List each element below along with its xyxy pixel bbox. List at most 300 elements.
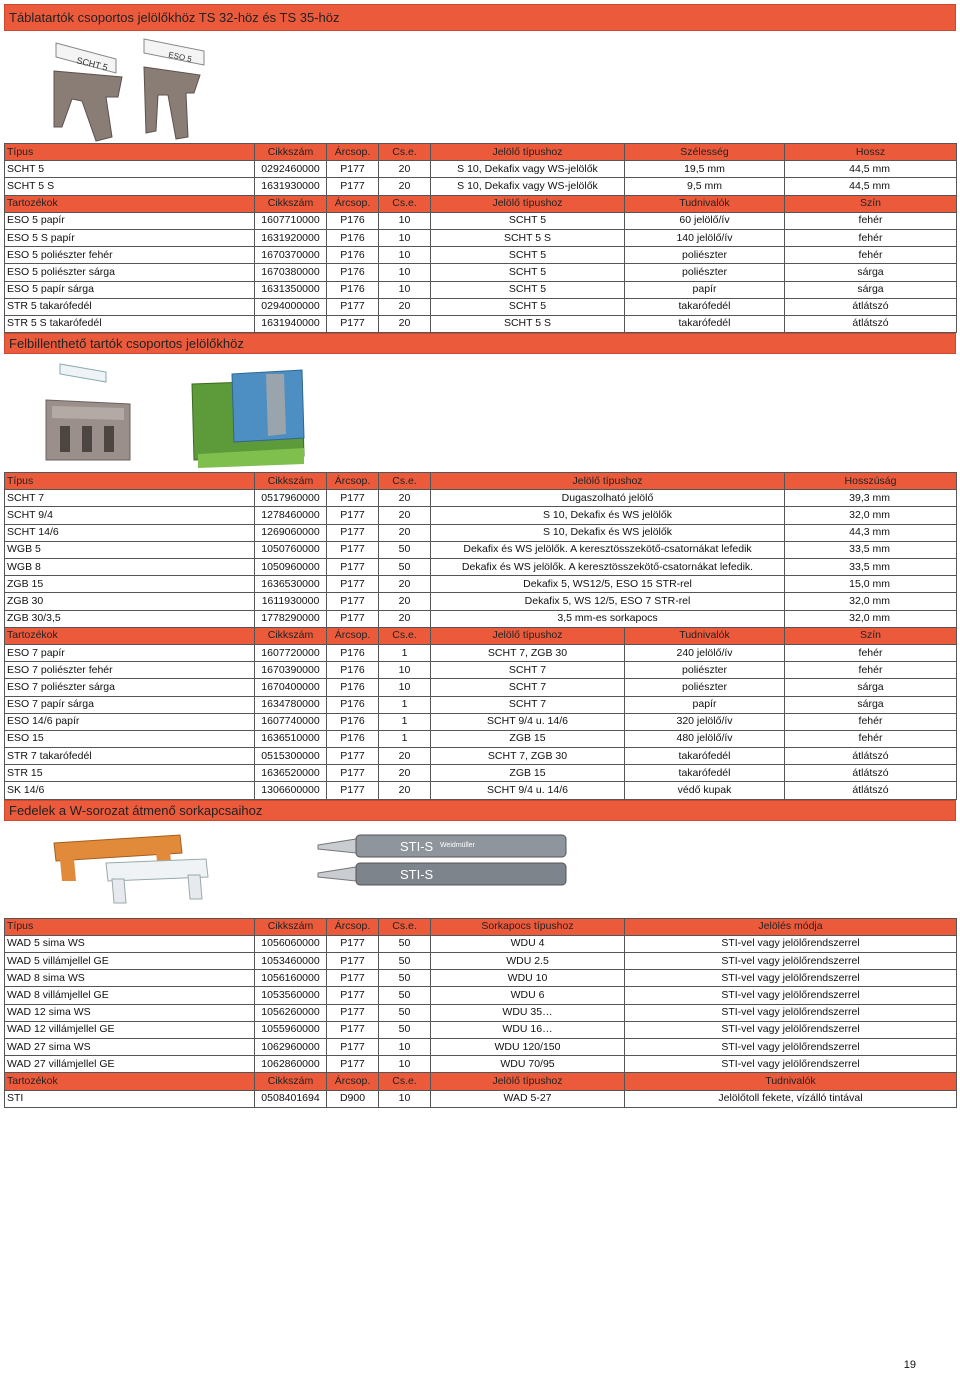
accessories-header-row	[5, 627, 957, 644]
table-cell: 1636530000	[255, 576, 327, 593]
table-cell: fehér	[785, 229, 957, 246]
table-cell: 10	[379, 1038, 431, 1055]
table-cell: 1050760000	[255, 541, 327, 558]
column-header: Cikkszám	[255, 195, 327, 212]
table-cell: P177	[327, 490, 379, 507]
table-cell: 140 jelölő/ív	[625, 229, 785, 246]
table-cell: átlátszó	[785, 315, 957, 332]
table-cell: STI-vel vagy jelölőrendszerrel	[625, 953, 957, 970]
table-cell: 20	[379, 782, 431, 799]
table-cell: 50	[379, 1004, 431, 1021]
table-cell: takarófedél	[625, 298, 785, 315]
table-cell: P177	[327, 765, 379, 782]
table-row	[5, 247, 957, 264]
table-cell: 10	[379, 1090, 431, 1107]
table-cell: 15,0 mm	[785, 576, 957, 593]
table-cell: 10	[379, 662, 431, 679]
column-header: Árcsop.	[327, 1073, 379, 1090]
table-row	[5, 524, 957, 541]
table-cell: P176	[327, 679, 379, 696]
table-cell: sárga	[785, 264, 957, 281]
table-cell: P176	[327, 264, 379, 281]
svg-text:STI-S: STI-S	[400, 838, 434, 854]
table-cell: papír	[625, 281, 785, 298]
table-cell: 480 jelölő/ív	[625, 730, 785, 747]
column-header: Jelölő típushoz	[431, 627, 625, 644]
column-header: Cikkszám	[255, 144, 327, 161]
table-cell: sárga	[785, 281, 957, 298]
column-header: Típus	[5, 918, 255, 935]
table-cell: WAD 12 sima WS	[5, 1004, 255, 1021]
table-row	[5, 229, 957, 246]
table-cell: 320 jelölő/ív	[625, 713, 785, 730]
table-row	[5, 610, 957, 627]
svg-text:STI-S: STI-S	[400, 866, 434, 882]
table-cell: D900	[327, 1090, 379, 1107]
table-cell: 20	[379, 610, 431, 627]
table-cell: 20	[379, 490, 431, 507]
table-row	[5, 161, 957, 178]
column-header: Hosszúság	[785, 473, 957, 490]
product-image-area-2	[4, 354, 956, 472]
table-cell: takarófedél	[625, 315, 785, 332]
column-header: Árcsop.	[327, 195, 379, 212]
table-cell: 1050960000	[255, 559, 327, 576]
table-cell: 33,5 mm	[785, 541, 957, 558]
table-cell: ESO 7 papír sárga	[5, 696, 255, 713]
table-cell: P177	[327, 524, 379, 541]
table-cell: WAD 27 sima WS	[5, 1038, 255, 1055]
table-row	[5, 782, 957, 799]
table-cell: poliészter	[625, 679, 785, 696]
table-row	[5, 593, 957, 610]
table-cell: Dugaszolható jelölő	[431, 490, 785, 507]
table-cell: 10	[379, 1056, 431, 1073]
table-row	[5, 696, 957, 713]
column-header: Tudnivalók	[625, 627, 785, 644]
table-tilting-carriers	[4, 472, 957, 800]
column-header: Cikkszám	[255, 1073, 327, 1090]
table-cell: STR 7 takarófedél	[5, 748, 255, 765]
table-cell: 1611930000	[255, 593, 327, 610]
table-cell: sárga	[785, 679, 957, 696]
table-cell: 1631940000	[255, 315, 327, 332]
table-cell: 1306600000	[255, 782, 327, 799]
table-cell: WAD 5-27	[431, 1090, 625, 1107]
table-cell: 33,5 mm	[785, 559, 957, 576]
column-header: Jelölés módja	[625, 918, 957, 935]
table-cell: 32,0 mm	[785, 507, 957, 524]
section-title-2: Felbillenthető tartók csoportos jelölőkhöz	[4, 333, 956, 354]
table-row	[5, 748, 957, 765]
table-cell: S 10, Dekafix vagy WS-jelölők	[431, 178, 625, 195]
table-cell: 1607740000	[255, 713, 327, 730]
table-cell: 20	[379, 298, 431, 315]
table-cell: ZGB 30/3,5	[5, 610, 255, 627]
table-cell: 39,3 mm	[785, 490, 957, 507]
svg-text:SCHT 5: SCHT 5	[75, 55, 109, 73]
table-cell: 44,3 mm	[785, 524, 957, 541]
column-header: Cikkszám	[255, 627, 327, 644]
terminal-block-illustration	[4, 354, 956, 472]
table-cell: 9,5 mm	[625, 178, 785, 195]
table-row	[5, 953, 957, 970]
table-cell: ESO 5 papír	[5, 212, 255, 229]
table-cell: 240 jelölő/ív	[625, 644, 785, 661]
table-cell: ESO 5 poliészter sárga	[5, 264, 255, 281]
table-cell: sárga	[785, 696, 957, 713]
table-cell: ESO 5 papír sárga	[5, 281, 255, 298]
table-cell: P176	[327, 212, 379, 229]
table-cell: ESO 5 poliészter fehér	[5, 247, 255, 264]
table-cell: Dekafix és WS jelölők. A keresztösszekötő-csatornákat lefedik	[431, 541, 785, 558]
table-cell: takarófedél	[625, 765, 785, 782]
table-cell: SCHT 5	[431, 281, 625, 298]
table-cell: P176	[327, 730, 379, 747]
table-cell: P177	[327, 748, 379, 765]
table-cell: SCHT 7	[431, 696, 625, 713]
table-cell: P177	[327, 782, 379, 799]
table-cell: átlátszó	[785, 765, 957, 782]
table-cell: 50	[379, 953, 431, 970]
column-header: Típus	[5, 144, 255, 161]
table-cell: 32,0 mm	[785, 593, 957, 610]
table-cell: átlátszó	[785, 782, 957, 799]
table-cell: P177	[327, 298, 379, 315]
section-title-3: Fedelek a W-sorozat átmenő sorkapcsaihoz	[4, 800, 956, 821]
table-cell: Dekafix 5, WS12/5, ESO 15 STR-rel	[431, 576, 785, 593]
table-cell: SCHT 14/6	[5, 524, 255, 541]
table-cell: SCHT 5	[431, 212, 625, 229]
table-row	[5, 679, 957, 696]
table-cell: WAD 5 sima WS	[5, 935, 255, 952]
table-cell: P177	[327, 576, 379, 593]
column-header: Árcsop.	[327, 918, 379, 935]
table-cell: 20	[379, 178, 431, 195]
column-header: Árcsop.	[327, 144, 379, 161]
table-cell: 1634780000	[255, 696, 327, 713]
table-cell: 20	[379, 765, 431, 782]
table-cell: átlátszó	[785, 748, 957, 765]
table-cell: ZGB 15	[5, 576, 255, 593]
table-cell: 20	[379, 748, 431, 765]
table-row	[5, 1090, 957, 1107]
column-header: Sorkapocs típushoz	[431, 918, 625, 935]
table-cell: 1631920000	[255, 229, 327, 246]
table-cell: P177	[327, 1004, 379, 1021]
table-cell: 10	[379, 229, 431, 246]
column-header: Cs.e.	[379, 195, 431, 212]
table-cell: 0292460000	[255, 161, 327, 178]
table-cell: WGB 8	[5, 559, 255, 576]
header-row	[5, 918, 957, 935]
table-row	[5, 730, 957, 747]
table-cell: STI-vel vagy jelölőrendszerrel	[625, 1004, 957, 1021]
table-cell: SCHT 5	[5, 161, 255, 178]
table-cell: fehér	[785, 644, 957, 661]
table-cell: SCHT 5 S	[5, 178, 255, 195]
table-cell: 10	[379, 212, 431, 229]
column-header: Cs.e.	[379, 473, 431, 490]
table-cell: WAD 8 villámjellel GE	[5, 987, 255, 1004]
table-cell: 1670390000	[255, 662, 327, 679]
table-cell: takarófedél	[625, 748, 785, 765]
column-header: Cs.e.	[379, 1073, 431, 1090]
table-cell: poliészter	[625, 264, 785, 281]
table-cell: STI	[5, 1090, 255, 1107]
table-cell: 0515300000	[255, 748, 327, 765]
table-cell: 0517960000	[255, 490, 327, 507]
table-cell: 20	[379, 524, 431, 541]
table-cell: ZGB 15	[431, 730, 625, 747]
table-cell: P177	[327, 1056, 379, 1073]
table-cell: 50	[379, 541, 431, 558]
table-cell: fehér	[785, 247, 957, 264]
table-cell: SK 14/6	[5, 782, 255, 799]
table-cell: 1056260000	[255, 1004, 327, 1021]
table-cell: fehér	[785, 212, 957, 229]
table-cell: P177	[327, 161, 379, 178]
table-cell: 50	[379, 935, 431, 952]
column-header: Jelölő típushoz	[431, 1073, 625, 1090]
table-cell: 1	[379, 713, 431, 730]
table-cell: P177	[327, 593, 379, 610]
column-header: Szín	[785, 627, 957, 644]
table-cell: P176	[327, 281, 379, 298]
table-cell: 10	[379, 679, 431, 696]
table-cell: STI-vel vagy jelölőrendszerrel	[625, 1038, 957, 1055]
table-cell: 1631350000	[255, 281, 327, 298]
table-cell: WDU 4	[431, 935, 625, 952]
table-cell: 1631930000	[255, 178, 327, 195]
table-cell: WDU 6	[431, 987, 625, 1004]
table-row	[5, 178, 957, 195]
product-image-area-1	[4, 31, 956, 143]
table-row	[5, 264, 957, 281]
table-cell: védő kupak	[625, 782, 785, 799]
table-cell: 19,5 mm	[625, 161, 785, 178]
table-row	[5, 713, 957, 730]
table-cell: poliészter	[625, 662, 785, 679]
column-header: Cikkszám	[255, 473, 327, 490]
table-row	[5, 315, 957, 332]
table-cell: WDU 120/150	[431, 1038, 625, 1055]
marker-carrier-illustration	[4, 31, 956, 143]
table-cell: 1670400000	[255, 679, 327, 696]
column-header: Szélesség	[625, 144, 785, 161]
table-cell: 44,5 mm	[785, 178, 957, 195]
product-image-area-3	[4, 821, 956, 918]
table-cell: ESO 7 poliészter sárga	[5, 679, 255, 696]
table-row	[5, 1038, 957, 1055]
header-row	[5, 473, 957, 490]
table-cell: S 10, Dekafix és WS jelölők	[431, 507, 785, 524]
table-row	[5, 644, 957, 661]
table-cell: WDU 35…	[431, 1004, 625, 1021]
table-cell: 1053460000	[255, 953, 327, 970]
table-row	[5, 298, 957, 315]
table-cell: 50	[379, 987, 431, 1004]
table-cell: 1607710000	[255, 212, 327, 229]
table-row	[5, 490, 957, 507]
table-cell: SCHT 5	[431, 264, 625, 281]
table-cell: 1062860000	[255, 1056, 327, 1073]
column-header: Jelölő típushoz	[431, 144, 625, 161]
table-row	[5, 765, 957, 782]
table-cell: P177	[327, 178, 379, 195]
table-cell: P177	[327, 953, 379, 970]
svg-text:Weidmüller: Weidmüller	[440, 841, 475, 849]
table-cell: ESO 7 papír	[5, 644, 255, 661]
table-cell: SCHT 5	[431, 247, 625, 264]
table-cell: 50	[379, 1021, 431, 1038]
document-page	[4, 4, 956, 1108]
table-cell: P176	[327, 644, 379, 661]
table-cell: WAD 8 sima WS	[5, 970, 255, 987]
table-cell: S 10, Dekafix vagy WS-jelölők	[431, 161, 625, 178]
table-cell: STI-vel vagy jelölőrendszerrel	[625, 1056, 957, 1073]
table-cell: 1778290000	[255, 610, 327, 627]
table-cell: 44,5 mm	[785, 161, 957, 178]
table-cell: 20	[379, 315, 431, 332]
table-cell: S 10, Dekafix és WS jelölők	[431, 524, 785, 541]
column-header: Típus	[5, 473, 255, 490]
table-cell: SCHT 7	[431, 662, 625, 679]
table-cell: 1	[379, 696, 431, 713]
table-cell: P176	[327, 713, 379, 730]
table-cell: P177	[327, 610, 379, 627]
column-header: Árcsop.	[327, 627, 379, 644]
table-cell: 1	[379, 730, 431, 747]
table-cell: 1056060000	[255, 935, 327, 952]
column-header: Cs.e.	[379, 144, 431, 161]
table-cell: 1062960000	[255, 1038, 327, 1055]
table-carriers-ts32	[4, 143, 957, 333]
table-cell: WDU 70/95	[431, 1056, 625, 1073]
column-header: Szín	[785, 195, 957, 212]
table-cell: 1670370000	[255, 247, 327, 264]
table-row	[5, 1004, 957, 1021]
table-cell: 1278460000	[255, 507, 327, 524]
page-title: Táblatartók csoportos jelölőkhöz TS 32-höz és TS 35-höz	[4, 4, 956, 31]
table-cell: poliészter	[625, 247, 785, 264]
table-cell: STI-vel vagy jelölőrendszerrel	[625, 970, 957, 987]
column-header: Tartozékok	[5, 627, 255, 644]
table-cell: fehér	[785, 713, 957, 730]
column-header: Tudnivalók	[625, 195, 785, 212]
table-cell: 0294000000	[255, 298, 327, 315]
table-cell: SCHT 7	[431, 679, 625, 696]
table-cell: P177	[327, 987, 379, 1004]
table-cell: SCHT 9/4	[5, 507, 255, 524]
table-cell: 50	[379, 559, 431, 576]
table-cell: 32,0 mm	[785, 610, 957, 627]
table-cell: 1056160000	[255, 970, 327, 987]
table-cell: STI-vel vagy jelölőrendszerrel	[625, 935, 957, 952]
table-row	[5, 1056, 957, 1073]
table-cell: P177	[327, 935, 379, 952]
table-row	[5, 281, 957, 298]
table-cell: 1636510000	[255, 730, 327, 747]
table-cell: WDU 2.5	[431, 953, 625, 970]
table-cell: WAD 12 villámjellel GE	[5, 1021, 255, 1038]
table-cell: STI-vel vagy jelölőrendszerrel	[625, 1021, 957, 1038]
table-cell: 10	[379, 247, 431, 264]
table-row	[5, 576, 957, 593]
table-cell: fehér	[785, 730, 957, 747]
accessories-header-row	[5, 195, 957, 212]
column-header: Jelölő típushoz	[431, 473, 785, 490]
table-cell: átlátszó	[785, 298, 957, 315]
table-cell: SCHT 5 S	[431, 315, 625, 332]
table-cell: 1670380000	[255, 264, 327, 281]
table-cell: P176	[327, 229, 379, 246]
table-cell: P177	[327, 507, 379, 524]
table-row	[5, 507, 957, 524]
column-header: Árcsop.	[327, 473, 379, 490]
table-cell: 20	[379, 507, 431, 524]
covers-and-pen-illustration	[4, 821, 956, 918]
table-cell: WAD 5 villámjellel GE	[5, 953, 255, 970]
column-header: Tartozékok	[5, 1073, 255, 1090]
page-number: 19	[903, 1359, 916, 1371]
table-cell: 1636520000	[255, 765, 327, 782]
table-cell: P177	[327, 559, 379, 576]
column-header: Cs.e.	[379, 627, 431, 644]
table-cell: P177	[327, 1038, 379, 1055]
table-row	[5, 987, 957, 1004]
table-cell: ESO 7 poliészter fehér	[5, 662, 255, 679]
table-cell: 20	[379, 593, 431, 610]
table-cell: ESO 14/6 papír	[5, 713, 255, 730]
column-header: Cs.e.	[379, 918, 431, 935]
table-cell: WAD 27 villámjellel GE	[5, 1056, 255, 1073]
table-cell: SCHT 7, ZGB 30	[431, 748, 625, 765]
table-cell: SCHT 5	[431, 298, 625, 315]
table-covers	[4, 918, 957, 1108]
table-cell: 60 jelölő/ív	[625, 212, 785, 229]
table-row	[5, 935, 957, 952]
table-cell: 20	[379, 161, 431, 178]
table-cell: P177	[327, 541, 379, 558]
header-row	[5, 144, 957, 161]
table-row	[5, 1021, 957, 1038]
table-cell: P177	[327, 970, 379, 987]
table-cell: STR 5 takarófedél	[5, 298, 255, 315]
column-header: Tartozékok	[5, 195, 255, 212]
table-cell: SCHT 9/4 u. 14/6	[431, 782, 625, 799]
table-cell: 20	[379, 576, 431, 593]
table-cell: papír	[625, 696, 785, 713]
column-header: Jelölő típushoz	[431, 195, 625, 212]
table-cell: 1607720000	[255, 644, 327, 661]
table-row	[5, 662, 957, 679]
accessories-header-row	[5, 1073, 957, 1090]
table-cell: P177	[327, 1021, 379, 1038]
table-cell: WDU 16…	[431, 1021, 625, 1038]
table-cell: P177	[327, 315, 379, 332]
table-cell: SCHT 9/4 u. 14/6	[431, 713, 625, 730]
table-cell: 1269060000	[255, 524, 327, 541]
table-cell: 10	[379, 264, 431, 281]
table-cell: SCHT 7, ZGB 30	[431, 644, 625, 661]
table-cell: P176	[327, 662, 379, 679]
table-cell: ZGB 30	[5, 593, 255, 610]
table-cell: P176	[327, 696, 379, 713]
svg-text:ESO 5: ESO 5	[167, 50, 193, 64]
column-header: Cikkszám	[255, 918, 327, 935]
table-row	[5, 970, 957, 987]
